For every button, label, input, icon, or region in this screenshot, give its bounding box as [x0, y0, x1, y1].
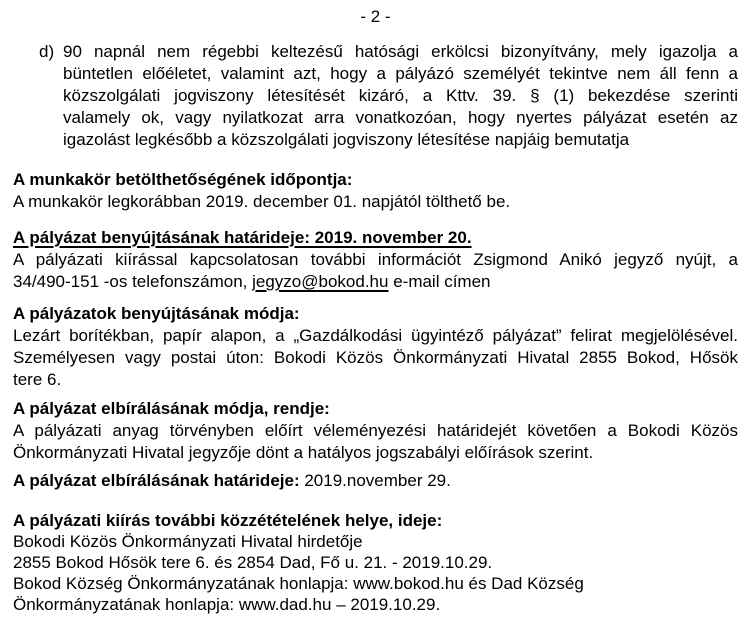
list-item-d-text — [63, 41, 738, 151]
text-line: igazolást legkésőbb a közszolgálati jogviszony létesítése napjáig bemutatja — [63, 130, 630, 149]
text-line: Lezárt borítékban, papír alapon, a „Gazdálkodási ügyintéző pályázat” felirat megjelölésével. — [13, 326, 738, 345]
text-line: A pályázati anyag törvényben előírt véleményezési határidejét követően a Bokodi Közös — [13, 421, 738, 440]
text-line: 90 napnál nem régebbi keltezésű hatósági erkölcsi bizonyítvány, mely igazolja a — [63, 42, 738, 61]
text-line: valamely ok, vagy nyilatkozat arra vonatkozóan, hogy nyertes pályázat esetén az — [63, 108, 738, 127]
text-line: Önkormányzatának honlapja: www.dad.hu – 2019.10.29. — [13, 595, 441, 614]
text-line: A pályázati kiírással kapcsolatosan további információt Zsigmond Anikó jegyző nyújt, a — [13, 250, 738, 269]
section-evaluation-deadline-value: 2019.november 29. — [304, 471, 451, 490]
section-submission-method-heading: A pályázatok benyújtásának módja: — [13, 304, 300, 323]
text-line: büntetlen előéletet, valamint azt, hogy a pályázó személyét tekintve nem áll fenn a — [63, 64, 738, 83]
section-submission-method — [13, 303, 738, 391]
section-fill-date-body: A munkakör legkorábban 2019. december 01. napjától tölthető be. — [13, 192, 511, 211]
email-text: jegyzo@bokod.hu — [252, 272, 389, 291]
section-evaluation-method-body — [13, 420, 738, 464]
section-evaluation-method-heading: A pályázat elbírálásának módja, rendje: — [13, 399, 330, 418]
section-submission-deadline-body — [13, 249, 738, 293]
section-evaluation-method — [13, 398, 738, 464]
text-line: Önkormányzati Hivatal jegyzője dönt a hatályos jogszabályi előírások szerint. — [13, 443, 594, 462]
text-line: Bokodi Közös Önkormányzati Hivatal hirdetője — [13, 532, 363, 551]
section-evaluation-deadline-label: A pályázat elbírálásának határideje: — [13, 471, 300, 490]
section-submission-deadline-heading: A pályázat benyújtásának határideje: 2019. november 20. — [13, 228, 472, 247]
section-submission-deadline — [13, 227, 738, 293]
section-fill-date — [13, 169, 738, 213]
email-suffix-text: e-mail címen — [393, 272, 491, 291]
text-line: Bokod Község Önkormányzatának honlapja: www.bokod.hu és Dad Község — [13, 574, 584, 593]
section-evaluation-deadline — [13, 470, 738, 492]
page-number: - 2 - — [360, 7, 391, 26]
text-line: Személyesen vagy postai úton: Bokodi Közös Önkormányzati Hivatal 2855 Bokod, Hősök — [13, 348, 738, 367]
list-item-d-marker: d) — [39, 42, 55, 61]
text-line: tere 6. — [13, 370, 62, 389]
section-fill-date-heading: A munkakör betölthetőségének időpontja: — [13, 170, 353, 189]
section-publication-heading: A pályázati kiírás további közzétételének helye, ideje: — [13, 511, 443, 530]
section-publication-body — [13, 531, 738, 615]
text-line: közszolgálati jogviszony létesítését kizáró, a Kttv. 39. § (1) bekezdése szerinti — [63, 86, 738, 105]
phone-text: 34/490-151 -os telefonszámon, — [13, 272, 248, 291]
section-publication — [13, 510, 738, 615]
list-item-d — [13, 41, 738, 151]
section-submission-method-body — [13, 325, 738, 391]
text-line: 2855 Bokod Hősök tere 6. és 2854 Dad, Fő u. 21. - 2019.10.29. — [13, 553, 493, 572]
text-line — [13, 271, 738, 293]
